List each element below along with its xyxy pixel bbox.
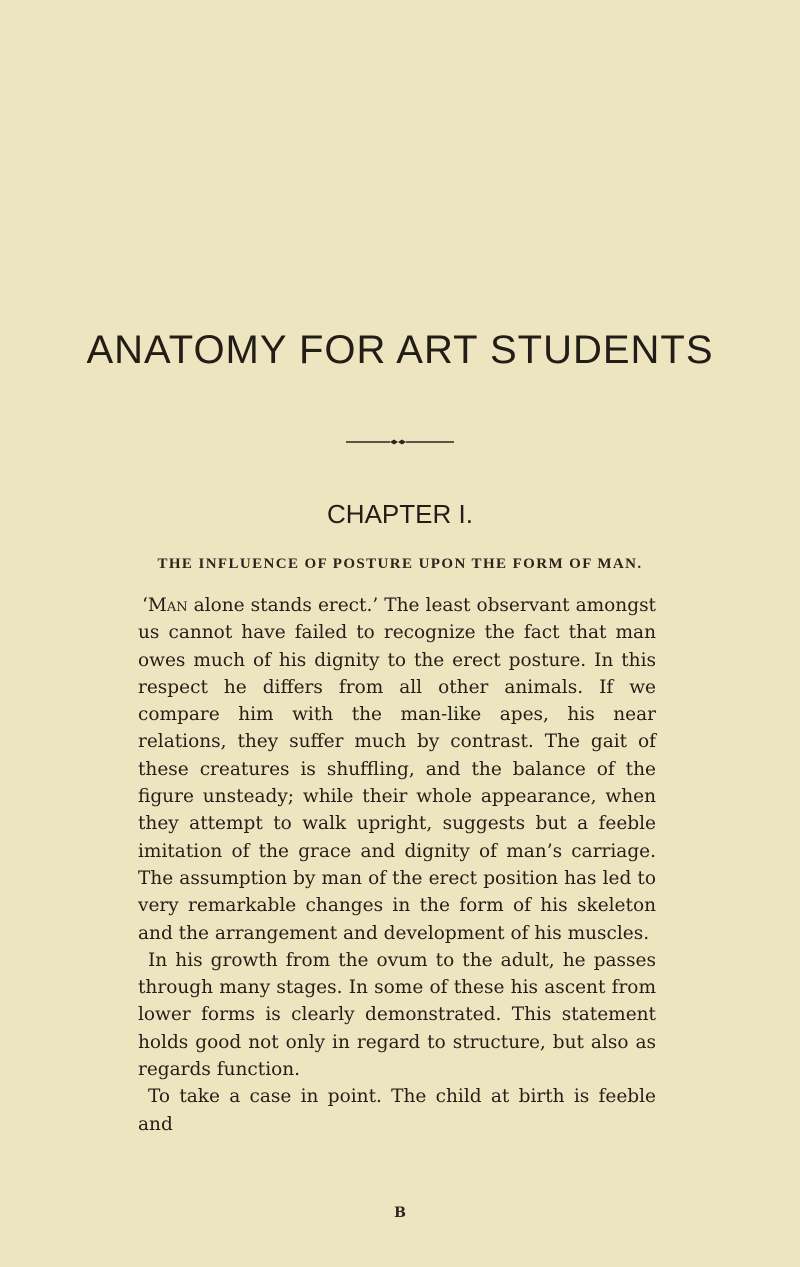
- body-text: [138, 592, 656, 1138]
- paragraph-2: In his growth from the ovum to the adult, he passes through many stages. In some of these his ascent from lower forms is clearly demonstrated. This statement holds good not only in regard to structure, but also as regards function.: [138, 949, 656, 1081]
- chapter-heading: CHAPTER I.: [327, 499, 473, 529]
- paragraph-1-text: alone stands erect.’ The least observant amongst us cannot have failed to recognize the fact that man owes much of his dignity to the erect posture. In this respect he differs from all other animals. If we compare him with the man-like apes, his near relations, they suffer much by contrast. The gait of these creatures is shuffling, and the balance of the figure unsteady; while their whole appearance, when they attempt to walk upright, suggests but a feeble imitation of the grace and dignity of man’s carriage. The assumption by man of the erect position has led to very remarkable changes in the form of his skeleton and the arrangement and development of his muscles.: [138, 595, 656, 944]
- open-quote: ‘: [142, 595, 148, 616]
- book-title: ANATOMY FOR ART STUDENTS: [86, 328, 714, 372]
- chapter-subtitle: THE INFLUENCE OF POSTURE UPON THE FORM OF MAN.: [157, 556, 643, 572]
- first-word: Man: [147, 595, 188, 616]
- paragraph-3: To take a case in point. The child at birth is feeble and: [138, 1086, 656, 1135]
- ornament-divider: [346, 437, 454, 447]
- signature-mark: B: [394, 1205, 406, 1221]
- paragraph-1: [138, 592, 656, 947]
